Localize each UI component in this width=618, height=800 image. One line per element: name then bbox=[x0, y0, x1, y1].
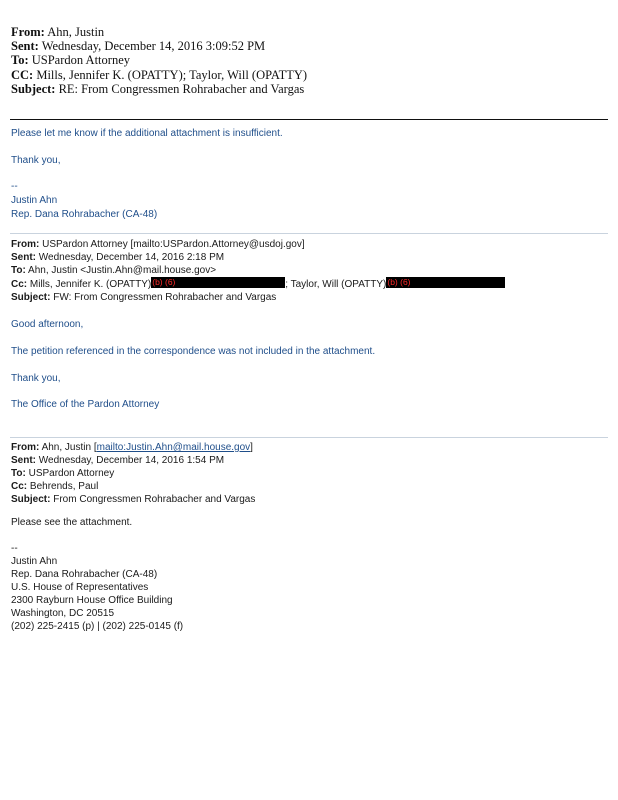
redaction-box: (b) (6) bbox=[151, 277, 285, 288]
original-sent: Sent: Wednesday, December 14, 2016 1:54 PM bbox=[11, 455, 225, 466]
sig-title: Rep. Dana Rohrabacher (CA-48) bbox=[11, 569, 158, 580]
original-line1: Please see the attachment. bbox=[11, 517, 133, 528]
header-from-value: Ahn, Justin bbox=[47, 25, 105, 39]
redaction-box: (b) (6) bbox=[386, 277, 505, 288]
header-subject: Subject: RE: From Congressmen Rohrabacher and Vargas bbox=[11, 81, 305, 96]
header-sent-value: Wednesday, December 14, 2016 3:09:52 PM bbox=[41, 39, 266, 54]
original-from: From: Ahn, Justin [mailto:Justin.Ahn@mail.house.gov] bbox=[11, 442, 253, 453]
header-subject-value: RE: From Congressmen Rohrabacher and Vargas bbox=[58, 81, 305, 96]
forward-from: From: USPardon Attorney [mailto:USPardon.Attorney@usdoj.gov] bbox=[11, 239, 305, 250]
forward-signoff: The Office of the Pardon Attorney bbox=[11, 399, 160, 410]
sig-name: Justin Ahn bbox=[11, 556, 58, 567]
reply-line1: Please let me know if the additional attachment is insufficient. bbox=[11, 128, 283, 139]
reply-sig-title: Rep. Dana Rohrabacher (CA-48) bbox=[11, 209, 158, 220]
header-divider bbox=[10, 119, 608, 120]
reply-sig-name: Justin Ahn bbox=[11, 195, 58, 206]
forward-subject: Subject: FW: From Congressmen Rohrabacher and Vargas bbox=[11, 292, 277, 303]
header-to: To: USPardon Attorney bbox=[11, 53, 130, 68]
sig-phone: (202) 225-2415 (p) | (202) 225-0145 (f) bbox=[11, 621, 184, 632]
email-header bbox=[11, 25, 307, 96]
sig-address-2: Washington, DC 20515 bbox=[11, 608, 115, 619]
forward-to: To: Ahn, Justin <Justin.Ahn@mail.house.gov> bbox=[11, 265, 217, 276]
forward-cc: Cc: Mills, Jennifer K. (OPATTY)(b) (6) ; Taylor, Will (OPATTY)(b) (6) bbox=[11, 277, 505, 291]
forward-line1: The petition referenced in the correspondence was not included in the attachment. bbox=[11, 346, 376, 357]
forward-greeting: Good afternoon, bbox=[11, 319, 84, 330]
header-from: From: Ahn, Justin bbox=[11, 25, 105, 39]
sig-org: U.S. House of Representatives bbox=[11, 582, 149, 593]
header-sent: Sent: Wednesday, December 14, 2016 3:09:52 PM bbox=[11, 39, 266, 54]
header-cc: CC: Mills, Jennifer K. (OPATTY); Taylor, Will (OPATTY) bbox=[11, 67, 308, 82]
original-to: To: USPardon Attorney bbox=[11, 468, 115, 479]
mailto-link[interactable]: mailto:Justin.Ahn@mail.house.gov bbox=[96, 442, 251, 453]
reply-sig-dash: -- bbox=[11, 181, 18, 192]
sig-address-1: 2300 Rayburn House Office Building bbox=[11, 595, 173, 606]
original-divider bbox=[10, 437, 608, 438]
original-signature bbox=[11, 542, 183, 633]
forward-thanks: Thank you, bbox=[11, 373, 61, 384]
forward-meta bbox=[11, 238, 505, 304]
reply-thanks: Thank you, bbox=[11, 155, 61, 166]
sig-dash: -- bbox=[11, 543, 18, 554]
original-meta bbox=[11, 441, 255, 506]
original-cc: Cc: Behrends, Paul bbox=[11, 481, 99, 492]
original-subject: Subject: From Congressmen Rohrabacher and Vargas bbox=[11, 494, 256, 505]
header-cc-value: Mills, Jennifer K. (OPATTY); Taylor, Will (OPATTY) bbox=[36, 67, 308, 82]
forward-divider bbox=[10, 233, 608, 234]
header-to-value: USPardon Attorney bbox=[31, 53, 130, 68]
forward-sent: Sent: Wednesday, December 14, 2016 2:18 PM bbox=[11, 252, 225, 263]
